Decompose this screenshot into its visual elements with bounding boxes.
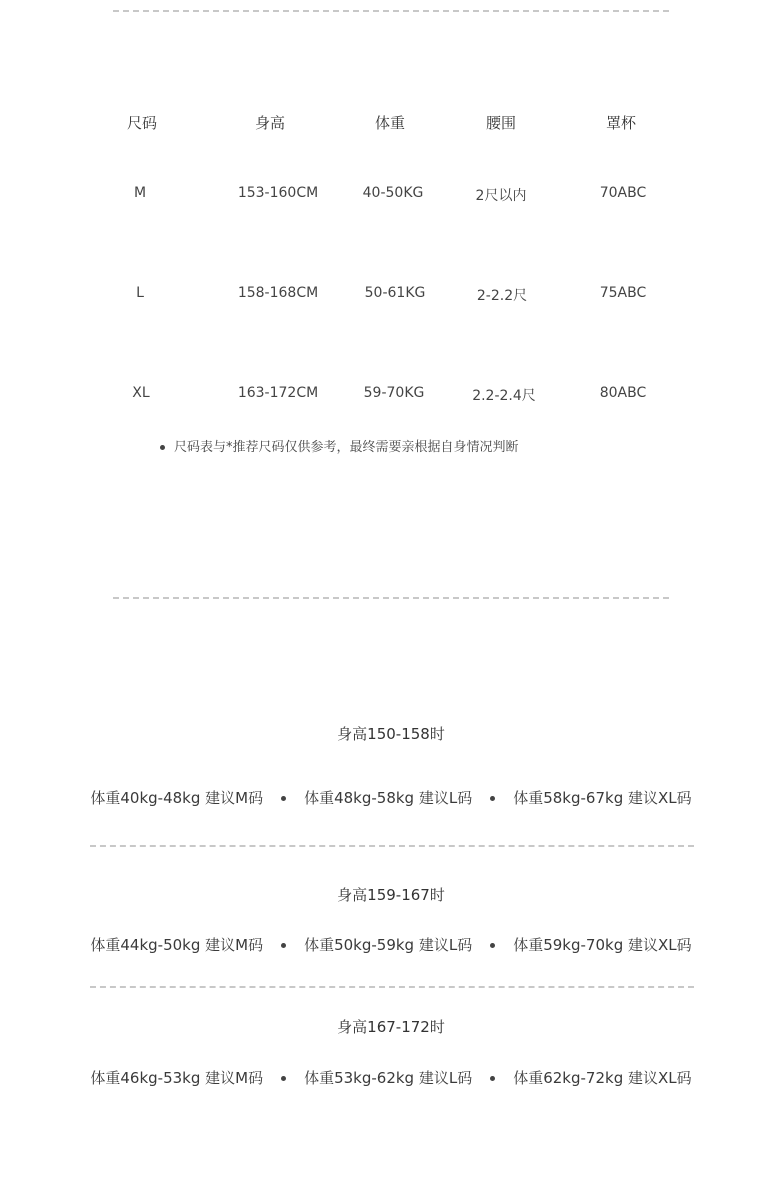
weight-recommendation-row (0, 1067, 782, 1088)
recommendation-xl: 体重62kg-72kg 建议XL码 (513, 1069, 692, 1087)
cell-cup: 80ABC (599, 385, 647, 401)
cell-size: L (136, 285, 144, 301)
bullet-icon (281, 943, 286, 948)
cell-weight: 59-70KG (363, 385, 425, 401)
top-divider (113, 10, 669, 12)
cell-waist: 2-2.2尺 (476, 288, 528, 304)
recommendation-l: 体重50kg-59kg 建议L码 (304, 936, 473, 954)
bullet-icon (490, 796, 495, 801)
recommendation-m: 体重46kg-53kg 建议M码 (90, 1069, 264, 1087)
bullet-icon (160, 445, 165, 450)
bullet-icon (281, 1076, 286, 1081)
header-size: 尺码 (126, 114, 158, 132)
header-height: 身高 (254, 114, 286, 132)
recommendation-m: 体重44kg-50kg 建议M码 (90, 936, 264, 954)
height-range-title: 身高150-158时 (337, 725, 445, 743)
cell-waist: 2.2-2.4尺 (472, 388, 536, 404)
header-cup: 罩杯 (605, 114, 637, 132)
cell-height: 158-168CM (237, 285, 319, 301)
weight-recommendation-row (0, 934, 782, 955)
size-chart-table (80, 100, 700, 404)
size-note-text: 尺码表与*推荐尺码仅供参考，最终需要亲根据自身情况判断 (174, 440, 519, 455)
cell-waist: 2尺以内 (475, 188, 527, 204)
table-row (80, 185, 700, 205)
size-note (160, 436, 519, 455)
cell-cup: 75ABC (599, 285, 647, 301)
weight-recommendation-row (0, 787, 782, 808)
header-weight: 体重 (374, 114, 406, 132)
size-table-header-row (80, 112, 700, 132)
cell-cup: 70ABC (599, 185, 647, 201)
recommendation-xl: 体重58kg-67kg 建议XL码 (513, 789, 692, 807)
height-range-title: 身高159-167时 (337, 886, 445, 904)
cell-weight: 40-50KG (362, 185, 424, 201)
recommendation-l: 体重48kg-58kg 建议L码 (304, 789, 473, 807)
bullet-icon (281, 796, 286, 801)
table-row (80, 385, 700, 405)
recommendation-l: 体重53kg-62kg 建议L码 (304, 1069, 473, 1087)
bullet-icon (490, 943, 495, 948)
group-divider (90, 845, 694, 847)
header-waist: 腰围 (485, 114, 517, 132)
recommendation-m: 体重40kg-48kg 建议M码 (90, 789, 264, 807)
height-range-title: 身高167-172时 (337, 1018, 445, 1036)
cell-height: 153-160CM (237, 185, 319, 201)
cell-height: 163-172CM (237, 385, 319, 401)
cell-weight: 50-61KG (364, 285, 426, 301)
table-row (80, 285, 700, 305)
recommendation-xl: 体重59kg-70kg 建议XL码 (513, 936, 692, 954)
cell-size: XL (132, 385, 150, 401)
middle-divider (113, 597, 669, 599)
group-divider (90, 986, 694, 988)
cell-size: M (133, 185, 147, 201)
bullet-icon (490, 1076, 495, 1081)
